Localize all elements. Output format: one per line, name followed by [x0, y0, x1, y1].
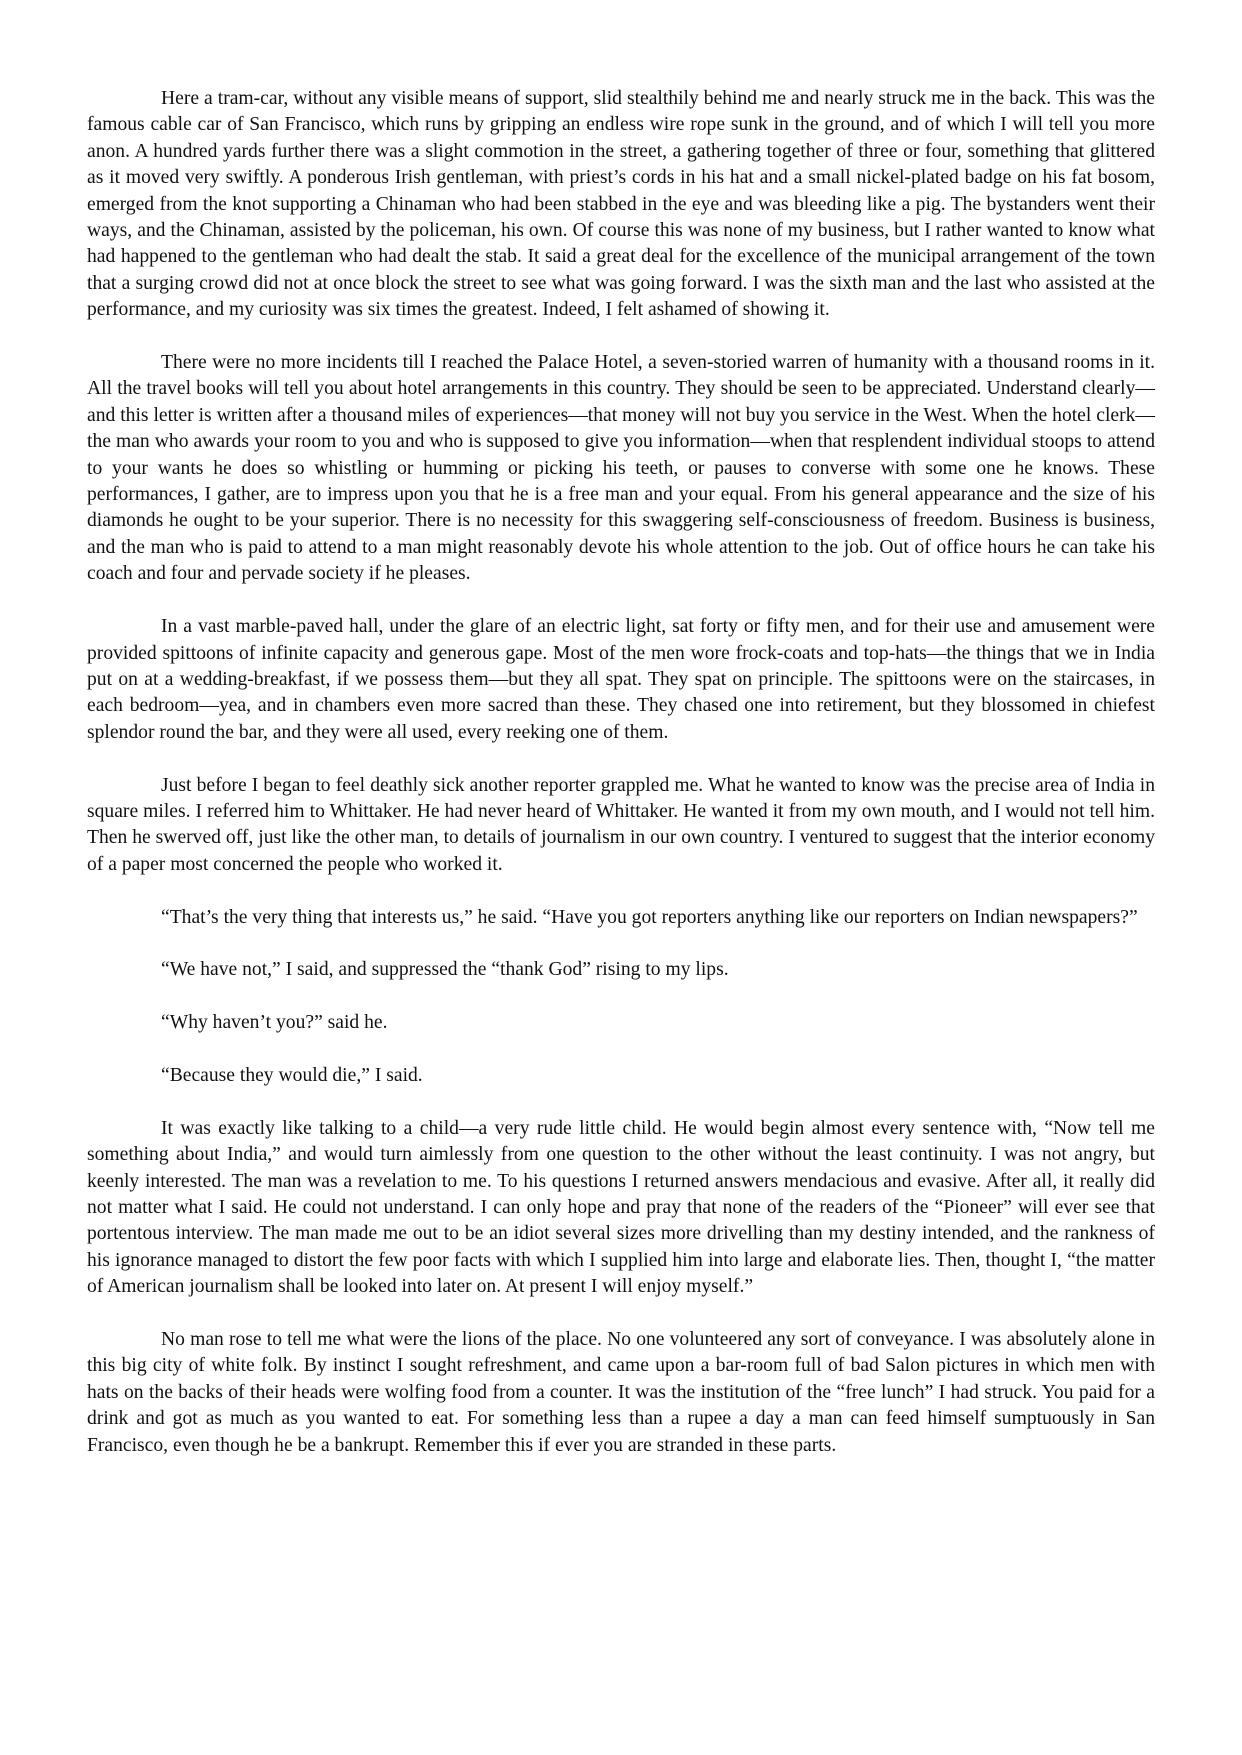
paragraph-child: It was exactly like talking to a child—a very rude little child. He would begin almost every sentence with, “Now tell me something about India,” and would turn aimlessly from one question to the other without the least continuity. I was not angry, but keenly interested. The man was a revelation to me. To his questions I returned answers mendacious and evasive. After all, it really did not matter what I said. He could not understand. I can only hope and pray that none of the readers of the “Pioneer” will ever see that portentous interview. The man made me out to be an idiot several sizes more drivelling than my destiny intended, and the rankness of his ignorance managed to distort the few poor facts with which I supplied him into large and elaborate lies. Then, thought I, “the matter of American journalism shall be looked into later on. At present I will enjoy myself.”	[87, 1117, 1155, 1298]
paragraph-free-lunch: No man rose to tell me what were the lions of the place. No one volunteered any sort of conveyance. I was absolutely alone in this big city of white folk. By instinct I sought refreshment, and came upon a bar-room full of bad Salon pictures in which men with hats on the backs of their heads were wolfing food from a counter. It was the institution of the “free lunch” I had struck. You paid for a drink and got as much as you wanted to eat. For something less than a rupee a day a man can feed himself sumptuously in San Francisco, even though he be a bankrupt. Remember this if ever you are stranded in these parts.	[87, 1328, 1155, 1456]
paragraph-dialogue-we-have-not: “We have not,” I said, and suppressed the “thank God” rising to my lips.	[161, 959, 729, 981]
paragraph-dialogue-why: “Why haven’t you?” said he.	[161, 1012, 388, 1034]
paragraph-cable-car: Here a tram-car, without any visible means of support, slid stealthily behind me and nearly struck me in the back. This was the famous cable car of San Francisco, which runs by gripping an endless wire rope sunk in the ground, and of which I will tell you more anon. A hundred yards further there was a slight commotion in the street, a gathering together of three or four, something that glittered as it moved very swiftly. A ponderous Irish gentleman, with priest’s cords in his hat and a small nickel-plated badge on his fat bosom, emerged from the knot supporting a Chinaman who had been stabbed in the eye and was bleeding like a pig. The bystanders went their ways, and the Chinaman, assisted by the policeman, his own. Of course this was none of my business, but I rather wanted to know what had happened to the gentleman who had dealt the stab. It said a great deal for the excellence of the municipal arrangement of the town that a surging crowd did not at once block the street to see what was going forward. I was the sixth man and the last who assisted at the performance, and my curiosity was six times the greatest. Indeed, I felt ashamed of showing it.	[87, 88, 1155, 321]
paragraph-reporter: Just before I began to feel deathly sick another reporter grappled me. What he wanted to know was the precise area of India in square miles. I referred him to Whittaker. He had never heard of Whittaker. He wanted it from my own mouth, and I would not tell him. Then he swerved off, just like the other man, to details of journalism in our own country. I ventured to suggest that the interior economy of a paper most concerned the people who worked it.	[87, 774, 1155, 875]
paragraph-spittoons: In a vast marble-paved hall, under the glare of an electric light, sat forty or fifty men, and for their use and amusement were provided spittoons of infinite capacity and generous gape. Most of the men wore frock-coats and top-hats—the things that we in India put on at a wedding-breakfast, if we possess them—but they all spat. They spat on principle. The spittoons were on the staircases, in each bedroom—yea, and in chambers even more sacred than these. They chased one into retirement, but they blossomed in chiefest splendor round the bar, and they were all used, every reeking one of them.	[87, 616, 1155, 743]
paragraph-dialogue-interests: “That’s the very thing that interests us,” he said. “Have you got reporters anything like our reporters on Indian newspapers?”	[161, 906, 1138, 928]
paragraph-palace-hotel: There were no more incidents till I reached the Palace Hotel, a seven-storied warren of humanity with a thousand rooms in it. All the travel books will tell you about hotel arrangements in this country. They should be seen to be appreciated. Understand clearly—and this letter is written after a thousand miles of experiences—that money will not buy you service in the West. When the hotel clerk—the man who awards your room to you and who is supposed to give you information—when that resplendent individual stoops to attend to your wants he does so whistling or humming or picking his teeth, or pauses to converse with some one he knows. These performances, I gather, are to impress upon you that he is a free man and your equal. From his general appearance and the size of his diamonds he ought to be your superior. There is no necessity for this swaggering self-consciousness of freedom. Business is business, and the man who is paid to attend to a man might reasonably devote his whole attention to the job. Out of office hours he can take his coach and four and pervade society if he pleases.	[87, 352, 1155, 585]
document-page	[87, 86, 1155, 1485]
paragraph-dialogue-die: “Because they would die,” I said.	[161, 1064, 423, 1086]
